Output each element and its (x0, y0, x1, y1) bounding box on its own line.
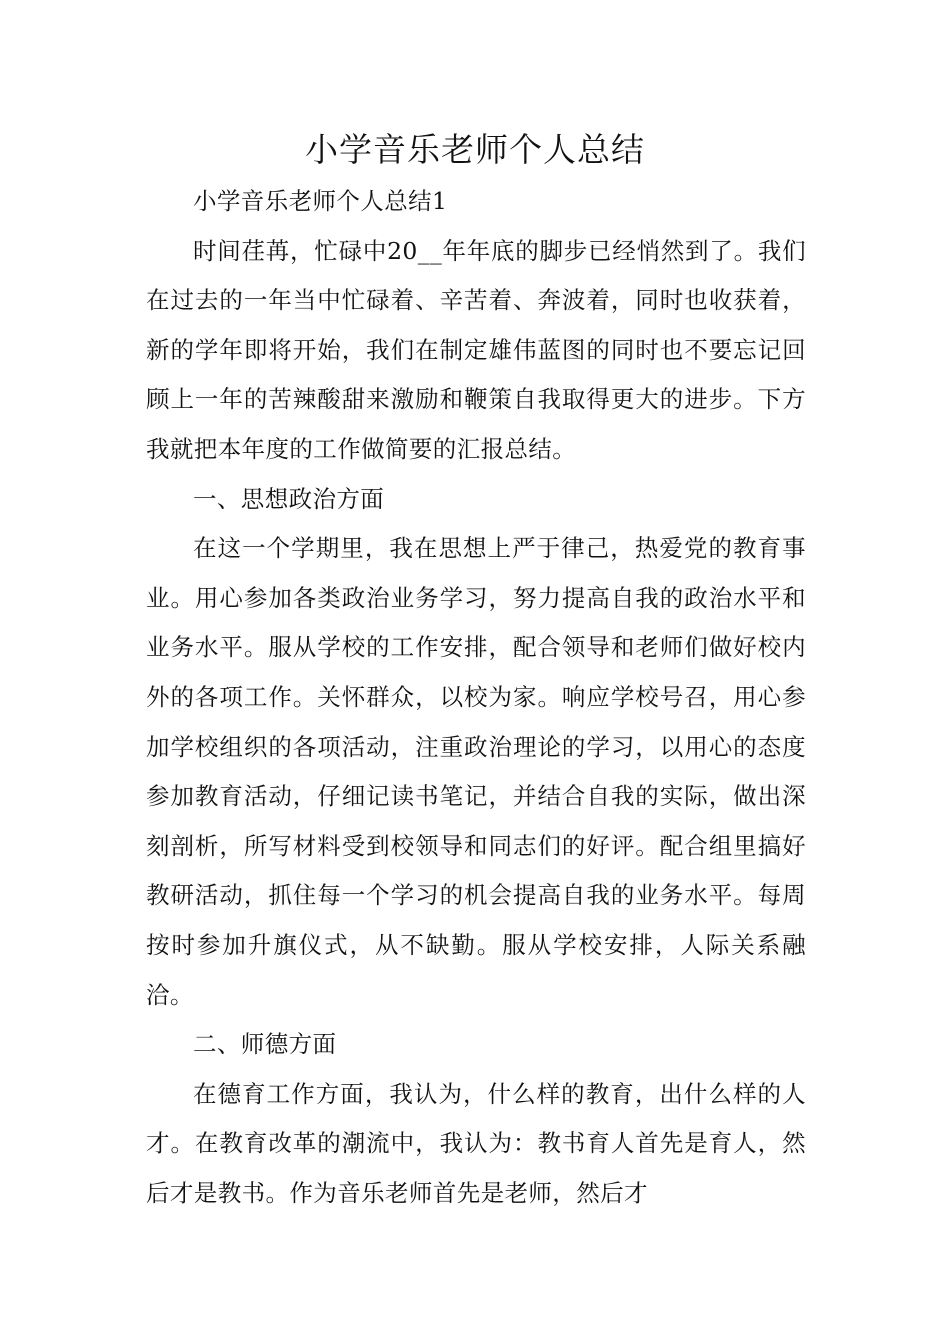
ideology-paragraph: 在这一个学期里，我在思想上严于律己，热爱党的教育事业。用心参加各类政治业务学习，努力提高自我的政治水平和业务水平。服从学校的工作安排，配合领导和老师们做好校内外的各项工作。关怀群众，以校为家。响应学校号召，用心参加学校组织的各项活动，注重政治理论的学习，以用心的态度参加教育活动，仔细记读书笔记，并结合自我的实际，做出深刻剖析，所写材料受到校领导和同志们的好评。配合组里搞好教研活动，抓住每一个学习的机会提高自我的业务水平。每周按时参加升旗仪式，从不缺勤。服从学校安排，人际关系融洽。 (146, 534, 806, 1009)
section-subtitle: 小学音乐老师个人总结1 (193, 187, 448, 215)
document-title: 小学音乐老师个人总结 (305, 130, 645, 169)
intro-paragraph: 时间荏苒，忙碌中20__年年底的脚步已经悄然到了。我们在过去的一年当中忙碌着、辛苦着、奔波着，同时也收获着，新的学年即将开始，我们在制定雄伟蓝图的同时也不要忘记回顾上一年的苦辣酸甜来激励和鞭策自我取得更大的进步。下方我就把本年度的工作做简要的汇报总结。 (146, 236, 806, 463)
ethics-paragraph: 在德育工作方面，我认为，什么样的教育，出什么样的人才。在教育改革的潮流中，我认为：教书育人首先是育人，然后才是教书。作为音乐老师首先是老师，然后才 (146, 1079, 806, 1207)
section-heading-ethics: 二、师德方面 (193, 1030, 337, 1059)
section-heading-ideology: 一、思想政治方面 (193, 484, 385, 513)
document-body (146, 177, 806, 1218)
